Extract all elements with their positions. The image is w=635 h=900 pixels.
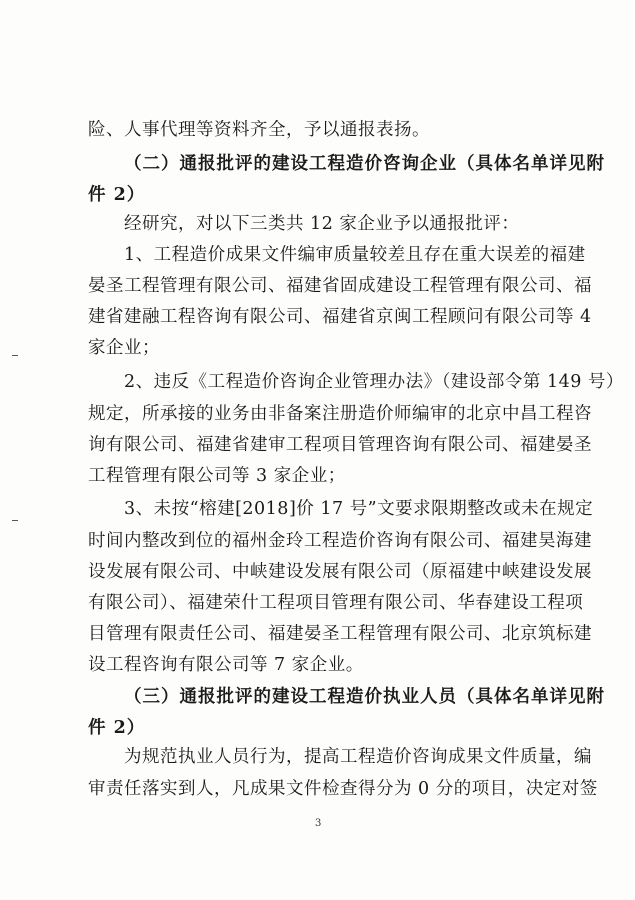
section-heading-3-cont: 件 2） xyxy=(88,718,146,738)
item-3-line: 3、未按“榕建[2018]价 17 号”文要求限期整改或未在规定 xyxy=(124,499,594,519)
item-1-line: 晏圣工程管理有限公司、福建省固成建设工程管理有限公司、福 xyxy=(88,276,592,296)
item-3-line: 设发展有限公司、中峡建设发展有限公司（原福建中峡建设发展 xyxy=(88,562,592,582)
item-1-line: 家企业； xyxy=(88,338,160,358)
section-heading-2: （二）通报批评的建设工程造价咨询企业（具体名单详见附 xyxy=(124,154,605,174)
page-number: 3 xyxy=(315,818,322,829)
item-3-line: 时间内整改到位的福州金玲工程造价咨询有限公司、福建昊海建 xyxy=(88,531,592,551)
margin-mark xyxy=(12,520,18,521)
item-2-line: 规定，所承接的业务由非备案注册造价师编审的北京中昌工程咨 xyxy=(88,404,592,424)
item-2-line: 询有限公司、福建省建审工程项目管理咨询有限公司、福建晏圣 xyxy=(88,435,592,455)
item-2-line: 2、违反《工程造价咨询企业管理办法》（建设部令第 149 号） xyxy=(124,372,624,392)
item-1-line: 1、工程造价成果文件编审质量较差且存在重大误差的福建 xyxy=(124,245,586,265)
item-3-line: 目管理有限责任公司、福建晏圣工程管理有限公司、北京筑标建 xyxy=(88,624,592,644)
margin-mark xyxy=(12,355,18,356)
paragraph-intro: 经研究，对以下三类共 12 家企业予以通报批评： xyxy=(124,214,520,234)
item-1-line: 建省建融工程咨询有限公司、福建省京闽工程顾问有限公司等 4 xyxy=(88,307,592,327)
text-line: 险、人事代理等资料齐全，予以通报表扬。 xyxy=(88,120,430,140)
item-3-line: 设工程咨询有限公司等 7 家企业。 xyxy=(88,655,364,675)
item-2-line: 工程管理有限公司等 3 家企业； xyxy=(88,466,346,486)
section-heading-2-cont: 件 2） xyxy=(88,185,146,205)
paragraph-line: 审责任落实到人，凡成果文件检查得分为 0 分的项目，决定对签 xyxy=(88,779,598,799)
section-heading-3: （三）通报批评的建设工程造价执业人员（具体名单详见附 xyxy=(124,687,605,707)
paragraph-line: 为规范执业人员行为，提高工程造价咨询成果文件质量，编 xyxy=(124,747,592,767)
item-3-line: 有限公司）、福建荣什工程项目管理有限公司、华春建设工程项 xyxy=(88,593,584,613)
